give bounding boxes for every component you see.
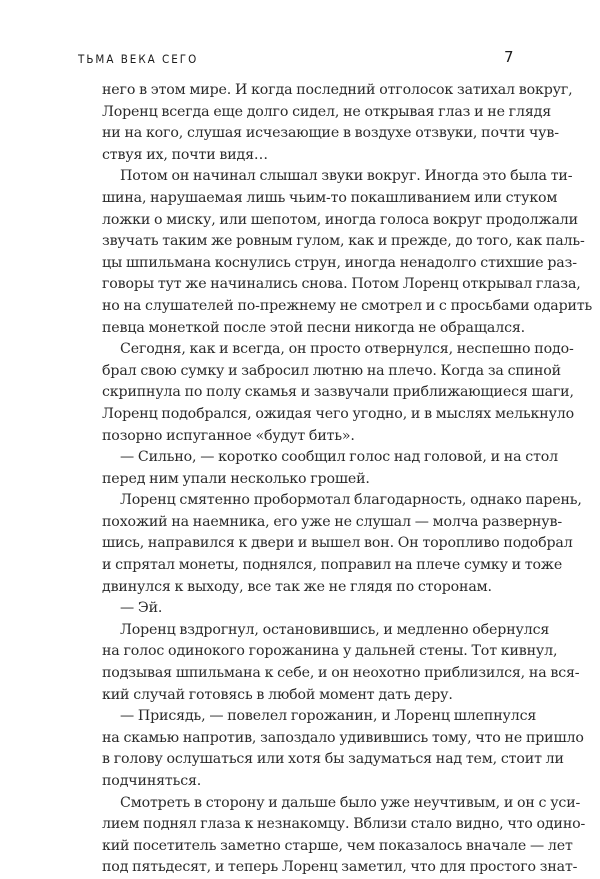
text-line: в голову ослушаться или хотя бы задуматься над тем, стоит ли <box>102 751 564 768</box>
text-line: на голос одинокого горожанина у дальней стены. Тот кивнул, <box>102 643 558 660</box>
text-line: ствуя их, почти видя… <box>102 146 268 163</box>
text-line: цы шпильмана коснулись струн, иногда ненадолго стихшие раз- <box>102 254 577 271</box>
text-line: подчиняться. <box>102 773 202 789</box>
text-line: Лоренц смятенно пробормотал благодарность, однако парень, <box>120 492 582 509</box>
text-line: ложки о миску, или шепотом, иногда голоса вокруг продолжали <box>102 211 578 228</box>
text-line: кий случай готовясь в любой момент дать деру. <box>102 686 453 703</box>
text-line: перед ним упали несколько грошей. <box>102 470 370 487</box>
text-line: него в этом мире. И когда последний отголосок затихал вокруг, <box>102 82 573 98</box>
text-line: похожий на наемника, его уже не слушал — молча развернув- <box>102 513 562 530</box>
text-line: — Эй. <box>120 600 163 617</box>
text-line: Лоренц подобрался, ожидая чего угодно, и в мыслях мелькнуло <box>102 405 575 422</box>
text-line: ни на кого, слушая исчезающие в воздухе отзвуки, почти чув- <box>102 125 559 142</box>
text-line: певца монеткой после этой песни никогда не обращался. <box>102 319 526 336</box>
text-line: Потом он начинал слышал звуки вокруг. Иногда это была ти- <box>120 168 573 185</box>
text-line: Сегодня, как и всегда, он просто отвернулся, неспешно подо- <box>120 341 574 358</box>
text-line: скрипнула по полу скамья и зазвучали приближающиеся шаги, <box>102 384 574 401</box>
text-line: звучать таким же ровным гулом, как и прежде, до того, как паль- <box>102 233 585 250</box>
text-line: шись, направился к двери и вышел вон. Он торопливо подобрал <box>102 535 573 552</box>
text-line: брал свою сумку и забросил лютню на плечо. Когда за спиной <box>102 362 561 379</box>
body-text <box>102 80 593 879</box>
running-title: ТЬМА ВЕКА СЕГО <box>78 52 199 66</box>
text-line: и спрятал монеты, поднялся, поправил на плече сумку и тоже <box>102 557 563 574</box>
text-line: — Сильно, — коротко сообщил голос над головой, и на стол <box>120 449 559 466</box>
text-line: шина, нарушаемая лишь чьим-то покашливанием или стуком <box>102 189 558 206</box>
text-line: Смотреть в сторону и дальше было уже неучтивым, и он с уси- <box>120 794 581 811</box>
text-line: кий посетитель заметно старше, чем показалось вначале — лет <box>102 837 573 854</box>
text-line: Лоренц всегда еще долго сидел, не открывая глаз и не глядя <box>102 103 552 120</box>
text-line: под пятьдесят, и теперь Лоренц заметил, что для простого знат- <box>102 859 578 876</box>
text-line: но на слушателей по-прежнему не смотрел и с просьбами одарить <box>102 297 593 314</box>
text-line: говоры тут же начинались снова. Потом Лоренц открывал глаза, <box>102 276 581 293</box>
text-line: на скамью напротив, запоздало удивившись тому, что не пришло <box>102 729 584 746</box>
text-line: Лоренц вздрогнул, остановившись, и медленно обернулся <box>120 621 550 638</box>
text-line: позорно испуганное «будут бить». <box>102 427 355 444</box>
text-line: лием поднял глаза к незнакомцу. Вблизи стало видно, что одино- <box>102 816 586 833</box>
text-line: подзывая шпильмана к себе, и он неохотно приблизился, на вся- <box>102 665 580 682</box>
page-number: 7 <box>504 48 514 66</box>
text-line: двинулся к выходу, все так же не глядя по сторонам. <box>102 578 492 595</box>
text-line: — Присядь, — повелел горожанин, и Лоренц шлепнулся <box>120 708 537 725</box>
